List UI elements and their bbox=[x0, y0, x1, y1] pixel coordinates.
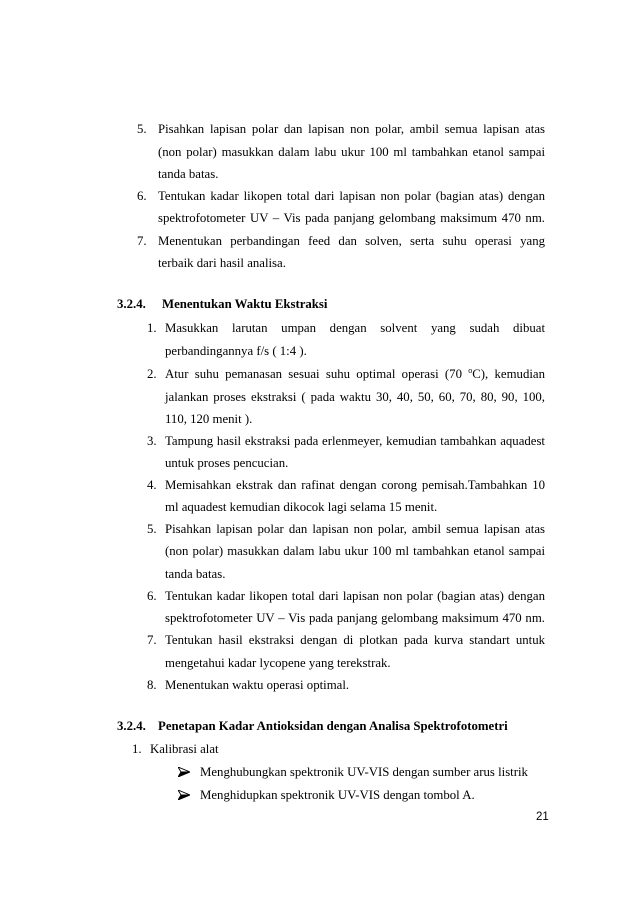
list-item-line: Memisahkan ekstrak dan rafinat dengan corong pemisah.Tambahkan 10 bbox=[165, 478, 545, 492]
list-item-line: terbaik dari hasil analisa. bbox=[158, 256, 286, 270]
bullet-text: Menghubungkan spektronik UV-VIS dengan sumber arus listrik bbox=[200, 765, 528, 779]
arrowhead-icon bbox=[178, 767, 190, 777]
list-item-line: Kalibrasi alat bbox=[150, 742, 219, 756]
line-text: Atur suhu pemanasan sesuai suhu optimal operasi (70 bbox=[165, 367, 469, 381]
degree-superscript: o bbox=[468, 366, 473, 375]
list-item-number: 1. bbox=[147, 321, 157, 335]
list-item-number: 1. bbox=[132, 742, 142, 756]
list-item-line: Tentukan hasil ekstraksi dengan di plotkan pada kurva standart untuk bbox=[165, 633, 545, 647]
list-item-line: untuk proses pencucian. bbox=[165, 456, 289, 470]
list-item-line: Masukkan larutan umpan dengan solvent yang sudah dibuat bbox=[165, 321, 545, 335]
line-text: C), kemudian bbox=[472, 367, 545, 381]
list-item-line: spektrofotometer UV – Vis pada panjang gelombang maksimum 470 nm. bbox=[165, 611, 545, 625]
list-item-number: 3. bbox=[147, 434, 157, 448]
list-item-line: Menentukan perbandingan feed dan solven, serta suhu operasi yang bbox=[158, 234, 545, 248]
section-number: 3.2.4. bbox=[117, 719, 146, 733]
section-title: Menentukan Waktu Ekstraksi bbox=[162, 297, 328, 311]
list-item-line: jalankan proses ekstraksi ( pada waktu 30, 40, 50, 60, 70, 80, 90, 100, bbox=[165, 390, 545, 404]
list-item-line: Tentukan kadar likopen total dari lapisan non polar (bagian atas) dengan bbox=[165, 589, 545, 603]
list-item-number: 6. bbox=[147, 589, 157, 603]
list-item-line: mengetahui kadar lycopene yang terekstrak. bbox=[165, 656, 391, 670]
list-item-line: Menentukan waktu operasi optimal. bbox=[165, 678, 350, 692]
list-item-number: 7. bbox=[147, 633, 157, 647]
arrowhead-icon bbox=[178, 790, 190, 800]
list-item-number: 5. bbox=[147, 522, 157, 536]
list-item-line: perbandingannya f/s ( 1:4 ). bbox=[165, 344, 307, 358]
list-item-number: 7. bbox=[137, 234, 147, 248]
list-item-line: ml aquadest kemudian dikocok lagi selama 15 menit. bbox=[165, 500, 438, 514]
list-item-number: 6. bbox=[137, 189, 147, 203]
page-number: 21 bbox=[536, 811, 549, 823]
list-item-line bbox=[165, 366, 545, 382]
section-number: 3.2.4. bbox=[117, 297, 146, 311]
list-item-number: 8. bbox=[147, 678, 157, 692]
section-title: Penetapan Kadar Antioksidan dengan Analisa Spektrofotometri bbox=[158, 719, 508, 733]
list-item-line: Pisahkan lapisan polar dan lapisan non polar, ambil semua lapisan atas bbox=[165, 522, 545, 536]
list-item-number: 2. bbox=[147, 367, 157, 381]
list-item-line: tanda batas. bbox=[158, 167, 219, 181]
list-item-line: spektrofotometer UV – Vis pada panjang gelombang maksimum 470 nm. bbox=[158, 211, 545, 225]
list-item-line: Tampung hasil ekstraksi pada erlenmeyer, kemudian tambahkan aquadest bbox=[165, 434, 545, 448]
list-item-line: (non polar) masukkan dalam labu ukur 100 ml tambahkan etanol sampai bbox=[158, 145, 545, 159]
list-item-number: 4. bbox=[147, 478, 157, 492]
bullet-text: Menghidupkan spektronik UV-VIS dengan tombol A. bbox=[200, 788, 475, 802]
list-item-line: Pisahkan lapisan polar dan lapisan non polar, ambil semua lapisan atas bbox=[158, 122, 545, 136]
list-item-line: tanda batas. bbox=[165, 567, 226, 581]
list-item-number: 5. bbox=[137, 122, 147, 136]
list-item-line: 110, 120 menit ). bbox=[165, 412, 253, 426]
list-item-line: (non polar) masukkan dalam labu ukur 100 ml tambahkan etanol sampai bbox=[165, 544, 545, 558]
list-item-line: Tentukan kadar likopen total dari lapisan non polar (bagian atas) dengan bbox=[158, 189, 545, 203]
